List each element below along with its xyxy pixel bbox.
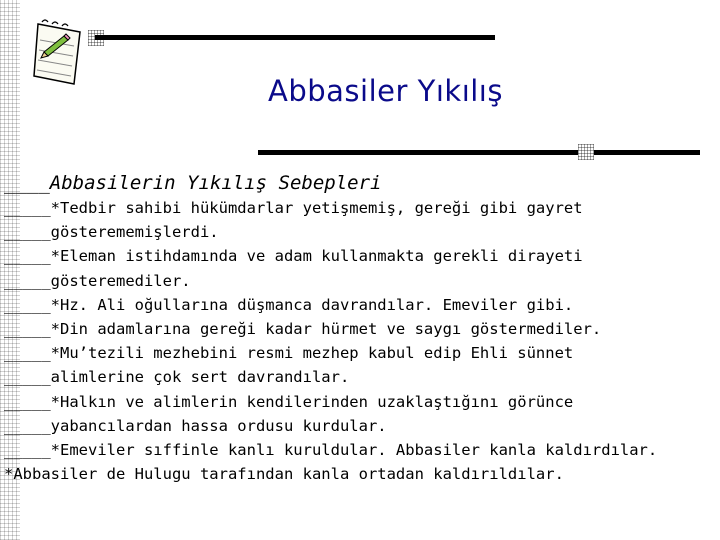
notepad-pencil-icon	[30, 18, 88, 90]
body-line: _____*Mu’tezili mezhebini resmi mezhep kabul edip Ehli sünnet	[4, 344, 574, 363]
slide-body	[4, 170, 716, 486]
body-line: _____*Eleman istihdamında ve adam kullanmakta gerekli dirayeti	[4, 247, 583, 266]
body-line: _____*Hz. Ali oğullarına düşmanca davrandılar. Emeviler gibi.	[4, 295, 574, 314]
body-line: _____alimlerine çok sert davrandılar.	[4, 368, 350, 387]
slide-title: Abbasiler Yıkılış	[268, 74, 503, 108]
body-line: _____gösteremediler.	[4, 271, 191, 290]
decorative-bar-top	[95, 35, 495, 40]
body-line: _____*Emeviler sıffinle kanlı kuruldular. Abbasiler kanla kaldırdılar.	[4, 441, 658, 460]
section-heading: ____Abbasilerin Yıkılış Sebepleri	[4, 172, 382, 194]
body-line: _____*Halkın ve alimlerin kendilerinden uzaklaştığını görünce	[4, 392, 574, 411]
body-line: _____gösterememişlerdi.	[4, 223, 219, 242]
body-line: _____yabancılardan hassa ordusu kurdular.	[4, 416, 387, 435]
body-line: *Abbasiler de Hulugu tarafından kanla ortadan kaldırıldılar.	[4, 465, 564, 484]
decorative-square	[578, 144, 594, 160]
body-line: _____*Tedbir sahibi hükümdarlar yetişmemiş, gereği gibi gayret	[4, 199, 583, 217]
body-line: _____*Din adamlarına gereği kadar hürmet ve saygı göstermediler.	[4, 320, 602, 339]
decorative-bar-bottom	[258, 150, 700, 155]
